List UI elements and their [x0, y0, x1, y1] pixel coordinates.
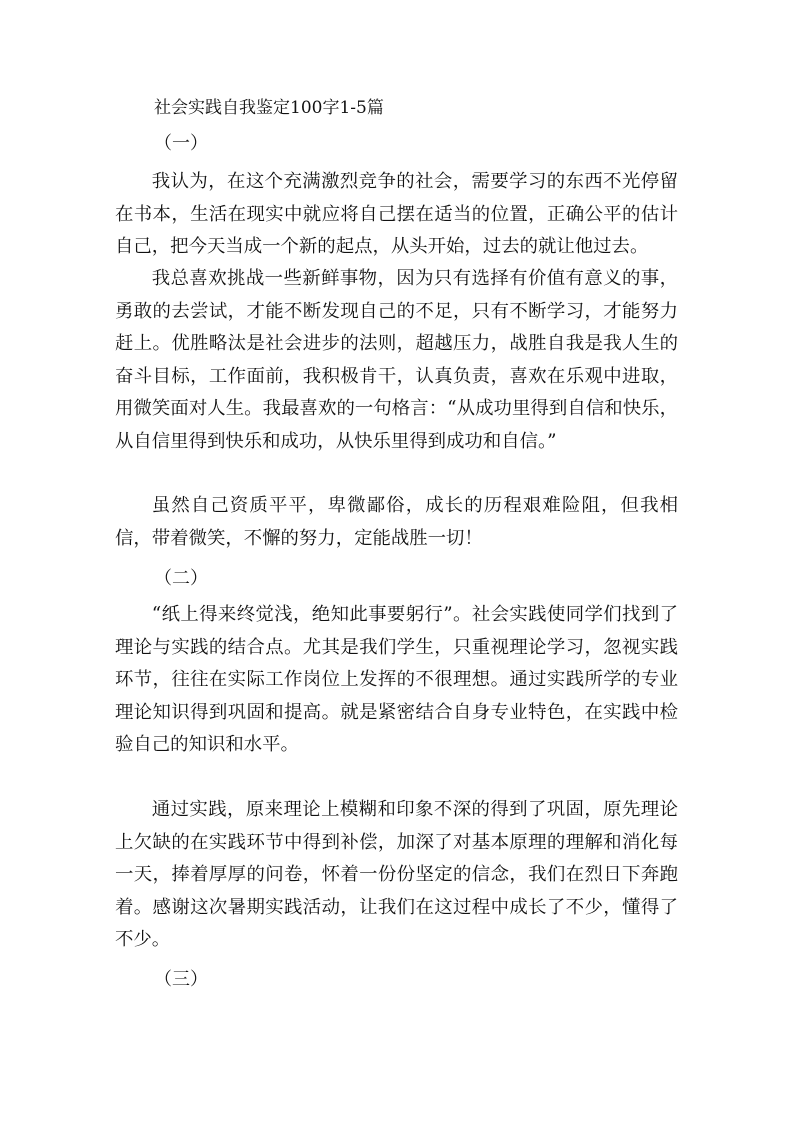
paragraph: 我认为，在这个充满激烈竞争的社会，需要学习的东西不光停留在书本，生活在现实中就应将自己摆在适当的位置，正确公平的估计自己，把今天当成一个新的起点，从头开始，过去的就让他过去。 — [115, 171, 678, 258]
paragraph: 虽然自己资质平平，卑微鄙俗，成长的历程艰难险阻，但我相信，带着微笑，不懈的努力，定能战胜一切！ — [115, 495, 678, 549]
section-heading-3: （三） — [154, 969, 208, 990]
section-heading-1: （一） — [154, 133, 208, 154]
paragraph: 我总喜欢挑战一些新鲜事物，因为只有选择有价值有意义的事，勇敢的去尝试，才能不断发现自己的不足，只有不断学习，才能努力赶上。优胜略汰是社会进步的法则，超越压力，战胜自我是我人生的奋斗目标，工作面前，我积极肯干，认真负责，喜欢在乐观中进取，用微笑面对人生。我最喜欢的一句格言：“从成功里得到自信和快乐，从自信里得到快乐和成功，从快乐里得到成功和自信。” — [115, 268, 678, 452]
document-title: 社会实践自我鉴定100字1-5篇 — [154, 98, 384, 118]
paragraph: 通过实践，原来理论上模糊和印象不深的得到了巩固，原先理论上欠缺的在实践环节中得到补偿，加深了对基本原理的理解和消化每一天，捧着厚厚的问卷，怀着一份份坚定的信念，我们在烈日下奔跑着。感谢这次暑期实践活动，让我们在这过程中成长了不少，懂得了不少。 — [115, 799, 678, 951]
section-heading-2: （二） — [154, 568, 208, 589]
paragraph: “纸上得来终觉浅，绝知此事要躬行”。社会实践使同学们找到了理论与实践的结合点。尤其是我们学生，只重视理论学习，忽视实践环节，往往在实际工作岗位上发挥的不很理想。通过实践所学的专业理论知识得到巩固和提高。就是紧密结合自身专业特色，在实践中检验自己的知识和水平。 — [115, 604, 678, 756]
